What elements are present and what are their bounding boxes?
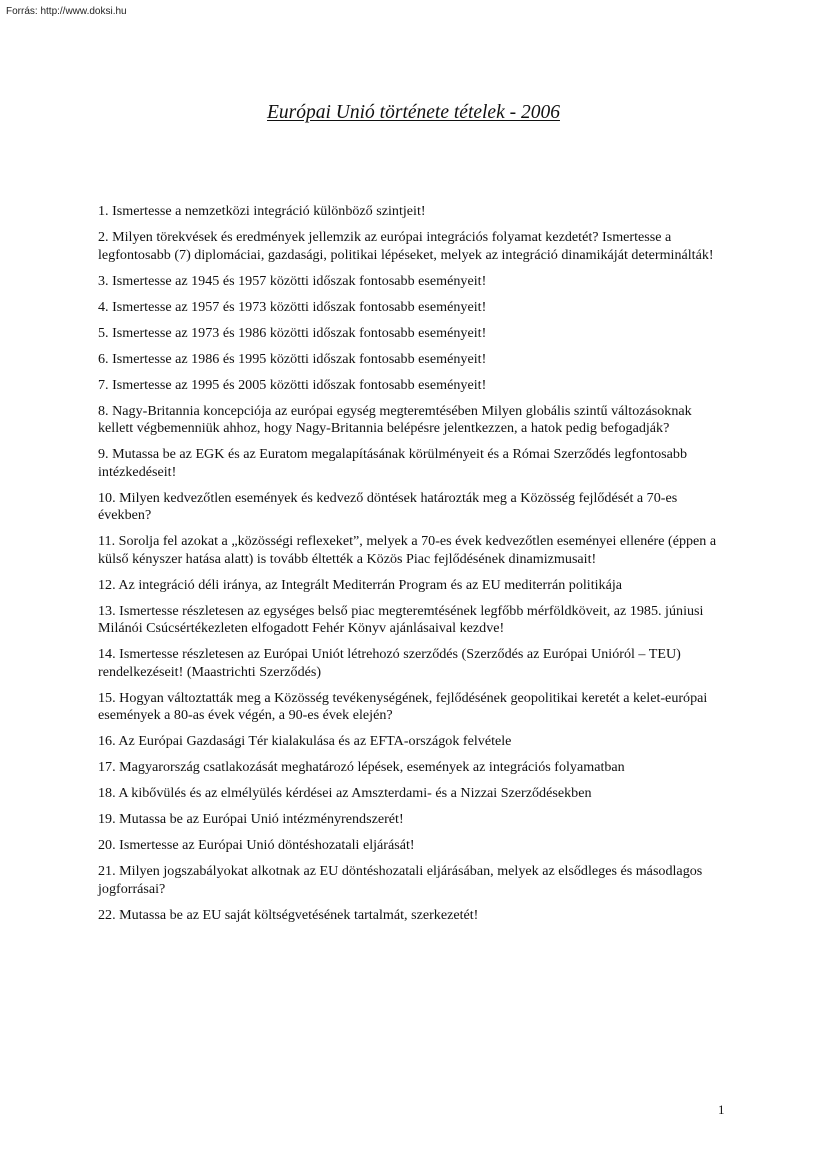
- source-label: Forrás: http://www.doksi.hu: [6, 6, 127, 17]
- question-item: 18. A kibővülés és az elmélyülés kérdései az Amszterdami- és a Nizzai Szerződésekben: [98, 785, 592, 801]
- question-item: 9. Mutassa be az EGK és az Euratom megalapításának körülményeit és a Római Szerződés legfontosabb intézkedéseit!: [98, 446, 688, 480]
- question-item: 14. Ismertesse részletesen az Európai Uniót létrehozó szerződés (Szerződés az Európai Unióról – TEU) rendelkezéseit! (Maastrichti Szerződés): [98, 646, 681, 680]
- question-item: 12. Az integráció déli iránya, az Integrált Mediterrán Program és az EU mediterrán politikája: [98, 576, 623, 593]
- question-item: 7. Ismertesse az 1995 és 2005 közötti időszak fontosabb eseményeit!: [98, 376, 487, 393]
- question-item: 3. Ismertesse az 1945 és 1957 közötti időszak fontosabb eseményeit!: [98, 272, 487, 289]
- question-item: 4. Ismertesse az 1957 és 1973 közötti időszak fontosabb eseményeit!: [98, 298, 487, 315]
- page-number: 1: [718, 1102, 725, 1117]
- question-item: 20. Ismertesse az Európai Unió döntéshozatali eljárását!: [98, 837, 415, 853]
- question-item: 13. Ismertesse részletesen az egységes belső piac megteremtésének legfőbb mérföldköveit, az 1985. júniusi Milánói Csúcsértékezleten elfogadott Fehér Könyv ajánlásaival kezdve!: [98, 602, 704, 636]
- question-list: [98, 203, 730, 933]
- question-item: 19. Mutassa be az Európai Unió intézményrendszerét!: [98, 811, 404, 827]
- question-item: 5. Ismertesse az 1973 és 1986 közötti időszak fontosabb eseményeit!: [98, 324, 487, 341]
- question-item: 16. Az Európai Gazdasági Tér kialakulása és az EFTA-országok felvétele: [98, 733, 512, 749]
- document-title: Európai Unió története tételek - 2006: [267, 102, 560, 123]
- question-item: 10. Milyen kedvezőtlen események és kedvező döntések határozták meg a Közösség fejlődését a 70-es években?: [98, 489, 678, 523]
- question-item: 6. Ismertesse az 1986 és 1995 közötti időszak fontosabb eseményeit!: [98, 350, 487, 367]
- question-item: 11. Sorolja fel azokat a „közösségi reflexeket”, melyek a 70-es évek kedvezőtlen eseményei ellenére (éppen a külső kényszer hatása alatt) is tovább éltették a Közös Piac fejlődésének dinamizmusait!: [98, 533, 717, 567]
- question-item: 2. Milyen törekvések és eredmények jellemzik az európai integrációs folyamat kezdetét? Ismertesse a legfontosabb (7) diplomáciai, gazdasági, politikai lépéseket, melyek az integráció dinamikáját determinálták!: [98, 229, 714, 263]
- question-item: 8. Nagy-Britannia koncepciója az európai egység megteremtésében Milyen globális szintű változásoknak kellett végbemenniük ahhoz, hogy Nagy-Britannia belépésre jelentkezzen, a hatok pedig befogadják?: [98, 402, 692, 436]
- question-item: 17. Magyarország csatlakozását meghatározó lépések, események az integrációs folyamatban: [98, 759, 625, 775]
- question-item: 22. Mutassa be az EU saját költségvetésének tartalmát, szerkezetét!: [98, 906, 479, 923]
- question-item: 15. Hogyan változtatták meg a Közösség tevékenységének, fejlődésének geopolitikai keretét a kelet-európai események a 80-as évek végén, a 90-es évek elején?: [98, 689, 708, 723]
- question-item: 1. Ismertesse a nemzetközi integráció különböző szintjeit!: [98, 203, 426, 219]
- question-item: 21. Milyen jogszabályokat alkotnak az EU döntéshozatali eljárásában, melyek az elsődleges és másodlagos jogforrásai?: [98, 863, 703, 897]
